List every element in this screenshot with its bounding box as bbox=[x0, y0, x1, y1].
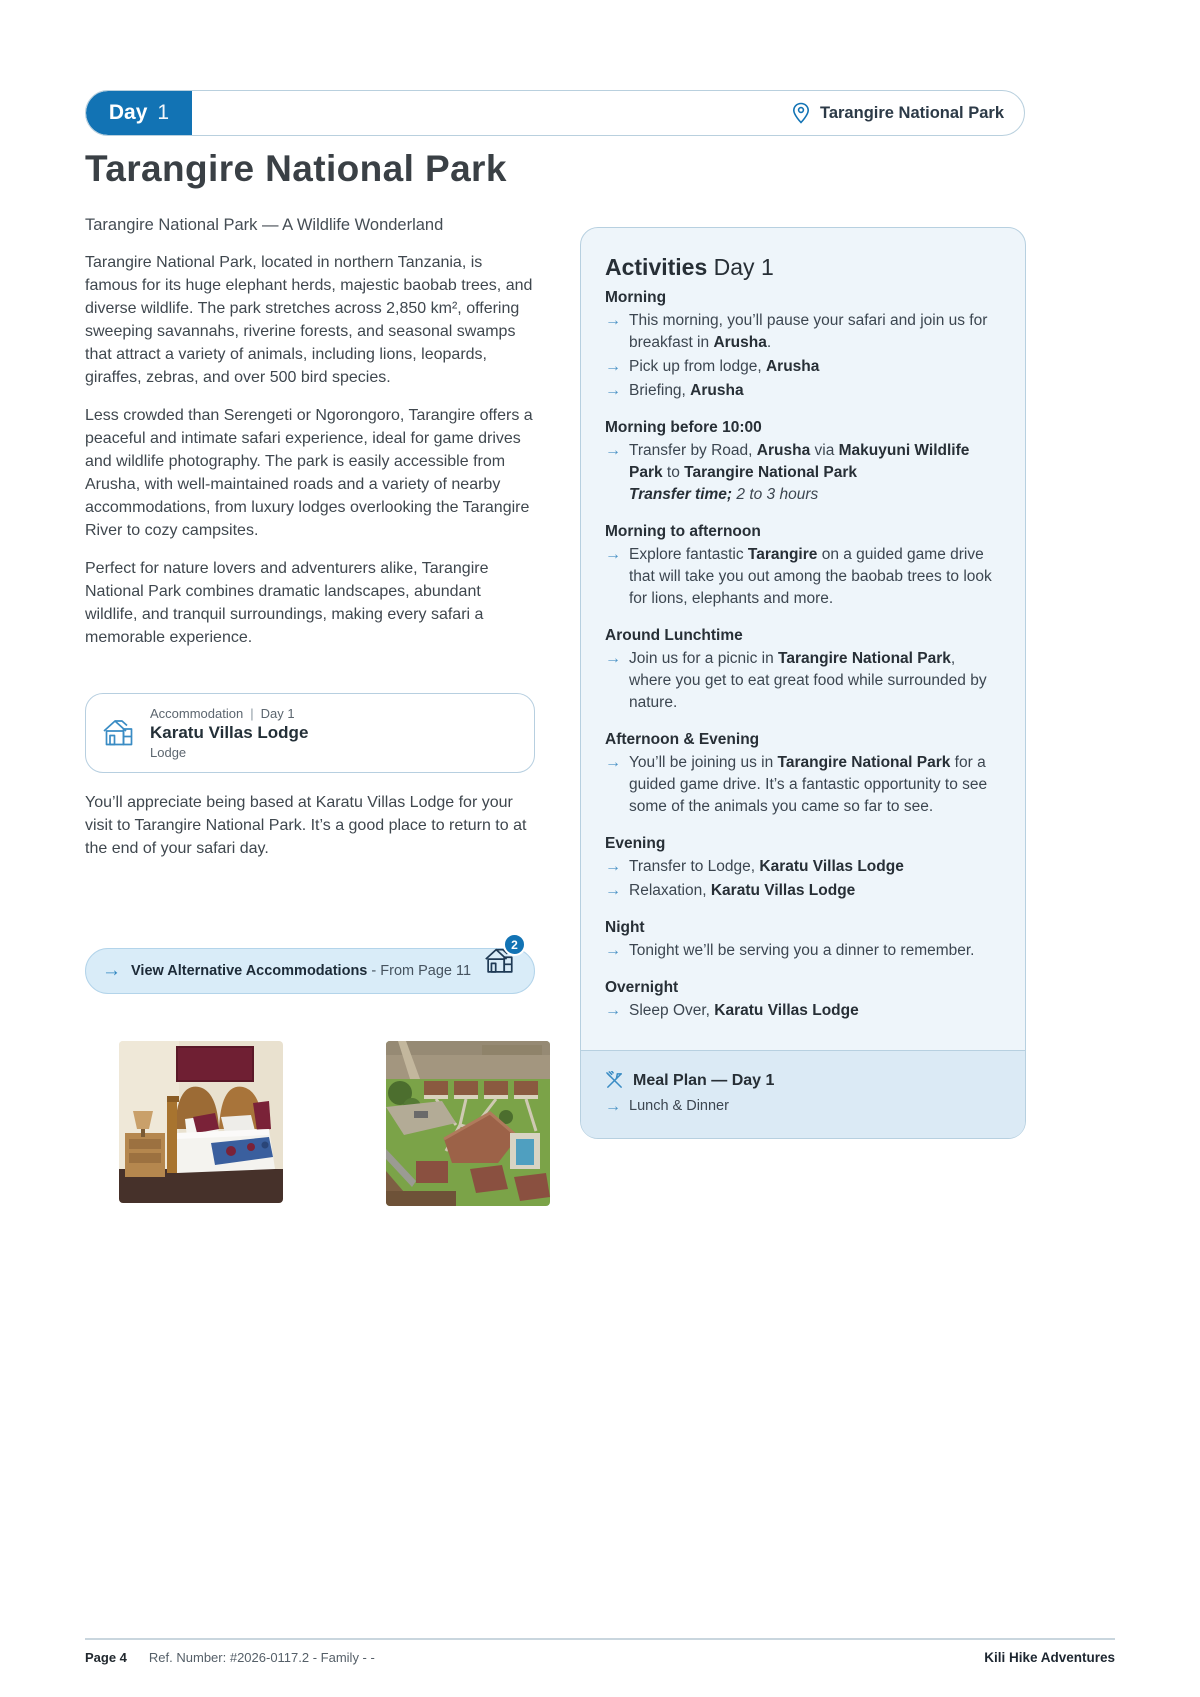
accommodation-kicker-separator: | bbox=[250, 706, 254, 721]
activity-item-text: Sleep Over, Karatu Villas Lodge bbox=[629, 1002, 859, 1019]
arrow-icon: → bbox=[102, 960, 121, 981]
arrow-icon: → bbox=[605, 546, 621, 563]
activity-section bbox=[605, 419, 1001, 506]
arrow-icon: → bbox=[605, 382, 621, 399]
paragraph-2: Less crowded than Serengeti or Ngorongoro, Tarangire offers a peaceful and intimate safari experience, ideal for game drives and wildlife photography. The park is easily accessible from Arusha, with well-maintained roads and a variety of nearby accommodations, from luxury lodges overlooking the Tarangire River to cozy campsites. bbox=[85, 407, 533, 539]
brand-name: Kili Hike Adventures bbox=[984, 1650, 1115, 1665]
activity-section-heading: Morning to afternoon bbox=[605, 523, 761, 540]
activity-item bbox=[605, 880, 1001, 902]
arrow-icon: → bbox=[605, 882, 621, 899]
activities-panel bbox=[580, 227, 1026, 1139]
activities-title-label: Activities bbox=[605, 254, 708, 280]
activity-item bbox=[605, 380, 1001, 402]
activity-item bbox=[605, 1000, 1001, 1022]
meal-plan bbox=[581, 1050, 1025, 1138]
activity-section-heading: Night bbox=[605, 919, 645, 936]
photo-row bbox=[85, 1041, 535, 1211]
accommodation-type: Lodge bbox=[150, 745, 187, 760]
activity-item bbox=[605, 940, 1001, 962]
activity-item bbox=[605, 356, 1001, 378]
paragraph-3: Perfect for nature lovers and adventurers alike, Tarangire National Park combines dramatic landscapes, abundant wildlife, and tranquil surroundings, making every safari a memorable experience. bbox=[85, 560, 489, 646]
activity-section bbox=[605, 979, 1001, 1022]
location-label: Tarangire National Park bbox=[819, 103, 1004, 122]
ref-number: Ref. Number: #2026-0117.2 - Family - - bbox=[148, 1650, 375, 1665]
meal-plan-items bbox=[605, 1098, 1001, 1116]
aerial-lodge-photo bbox=[386, 1041, 550, 1206]
paragraph-1: Tarangire National Park, located in northern Tanzania, is famous for its huge elephant herds, majestic baobab trees, and diverse wildlife. The park stretches across 2,850 km², offering sweeping savannahs, riverine forests, and seasonal swamps that attract a variety of animals, including lions, leopards, giraffes, zebras, and over 500 bird species. bbox=[85, 254, 533, 386]
activity-item-text: Briefing, Arusha bbox=[629, 382, 744, 399]
activity-item-text: Transfer by Road, Arusha via Makuyuni Wildlife Park to Tarangire National Park Transfer time; 2 to 3 hours bbox=[629, 442, 970, 503]
arrow-icon: → bbox=[605, 1098, 621, 1115]
arrow-icon: → bbox=[605, 754, 621, 771]
activity-section bbox=[605, 627, 1001, 714]
page-number: Page 4 bbox=[85, 1650, 127, 1665]
activity-item-text: Relaxation, Karatu Villas Lodge bbox=[629, 882, 856, 899]
activity-section bbox=[605, 731, 1001, 818]
alt-accommodations-wrap bbox=[85, 937, 535, 994]
intro-subtitle: Tarangire National Park — A Wildlife Wonderland bbox=[85, 216, 444, 234]
arrow-icon: → bbox=[605, 650, 621, 667]
accommodation-kicker-day: Day 1 bbox=[260, 706, 295, 721]
activities-title-day: Day 1 bbox=[713, 254, 774, 280]
activity-section-heading: Morning bbox=[605, 289, 667, 306]
alt-link-suffix: - From Page 11 bbox=[367, 963, 472, 979]
activity-section bbox=[605, 523, 1001, 610]
activity-item-text: You’ll be joining us in Tarangire National Park for a guided game drive. It’s a fantastic opportunity to see some of the animals you came so far to see. bbox=[629, 754, 988, 815]
arrow-icon: → bbox=[605, 312, 621, 329]
activity-section-heading: Around Lunchtime bbox=[605, 627, 743, 644]
meal-plan-item-text: Lunch & Dinner bbox=[629, 1098, 729, 1114]
accommodation-kicker-label: Accommodation bbox=[150, 706, 244, 721]
arrow-icon: → bbox=[605, 442, 621, 459]
meal-plan-header bbox=[605, 1071, 1001, 1090]
accommodation-text bbox=[150, 706, 308, 760]
activities-body bbox=[581, 228, 1025, 1050]
activity-section-heading: Evening bbox=[605, 835, 666, 852]
location-pin-icon bbox=[791, 102, 811, 124]
day-number: 1 bbox=[157, 101, 170, 124]
activity-item-text: Explore fantastic Tarangire on a guided game drive that will take you out among the baobab trees to look for lions, elephants and more. bbox=[629, 546, 992, 607]
activity-item bbox=[605, 440, 1001, 506]
alt-link-label: View Alternative Accommodations bbox=[131, 963, 368, 979]
arrow-icon: → bbox=[605, 858, 621, 875]
activity-item-text: Join us for a picnic in Tarangire National Park, where you get to eat great food while surrounded by nature. bbox=[629, 650, 987, 711]
alt-accommodations-link[interactable] bbox=[85, 937, 535, 994]
activity-item bbox=[605, 856, 1001, 878]
activity-section-heading: Afternoon & Evening bbox=[605, 731, 760, 748]
activity-item bbox=[605, 544, 1001, 610]
bedroom-photo bbox=[119, 1041, 283, 1203]
page-title: Tarangire National Park bbox=[85, 148, 507, 189]
paragraph-4: You’ll appreciate being based at Karatu Villas Lodge for your visit to Tarangire National Park. It’s a good place to return to at the end of your safari day. bbox=[85, 794, 527, 857]
footer bbox=[85, 1650, 1115, 1665]
activity-section-heading: Morning before 10:00 bbox=[605, 419, 762, 436]
activity-item bbox=[605, 648, 1001, 714]
accommodation-card bbox=[85, 693, 535, 773]
day-header-bar bbox=[85, 90, 1025, 136]
house-icon bbox=[100, 717, 136, 749]
alt-link-text bbox=[131, 963, 471, 979]
left-column bbox=[85, 216, 535, 1211]
meal-plan-title: Meal Plan — Day 1 bbox=[633, 1071, 775, 1089]
activity-item-text: This morning, you’ll pause your safari and join us for breakfast in Arusha. bbox=[629, 312, 988, 351]
accommodation-kicker bbox=[150, 706, 308, 721]
activity-section-heading: Overnight bbox=[605, 979, 679, 996]
activity-item bbox=[605, 752, 1001, 818]
arrow-icon: → bbox=[605, 942, 621, 959]
meal-plan-item bbox=[605, 1098, 1001, 1116]
activities-sections bbox=[605, 289, 1001, 1022]
alt-count-badge: 2 bbox=[503, 933, 526, 956]
activity-section bbox=[605, 289, 1001, 402]
utensils-icon bbox=[605, 1071, 624, 1090]
day-badge bbox=[86, 91, 192, 135]
activity-section bbox=[605, 919, 1001, 962]
header-location bbox=[791, 102, 1024, 124]
footer-divider bbox=[85, 1638, 1115, 1640]
accommodation-name: Karatu Villas Lodge bbox=[150, 723, 309, 742]
activity-section bbox=[605, 835, 1001, 902]
arrow-icon: → bbox=[605, 358, 621, 375]
activity-item-text: Tonight we’ll be serving you a dinner to remember. bbox=[629, 942, 975, 959]
arrow-icon: → bbox=[605, 1002, 621, 1019]
activity-item bbox=[605, 310, 1001, 354]
day-label: Day bbox=[108, 101, 148, 124]
activity-item-text: Transfer to Lodge, Karatu Villas Lodge bbox=[629, 858, 904, 875]
activities-title bbox=[605, 254, 1001, 281]
activity-item-text: Pick up from lodge, Arusha bbox=[629, 358, 820, 375]
